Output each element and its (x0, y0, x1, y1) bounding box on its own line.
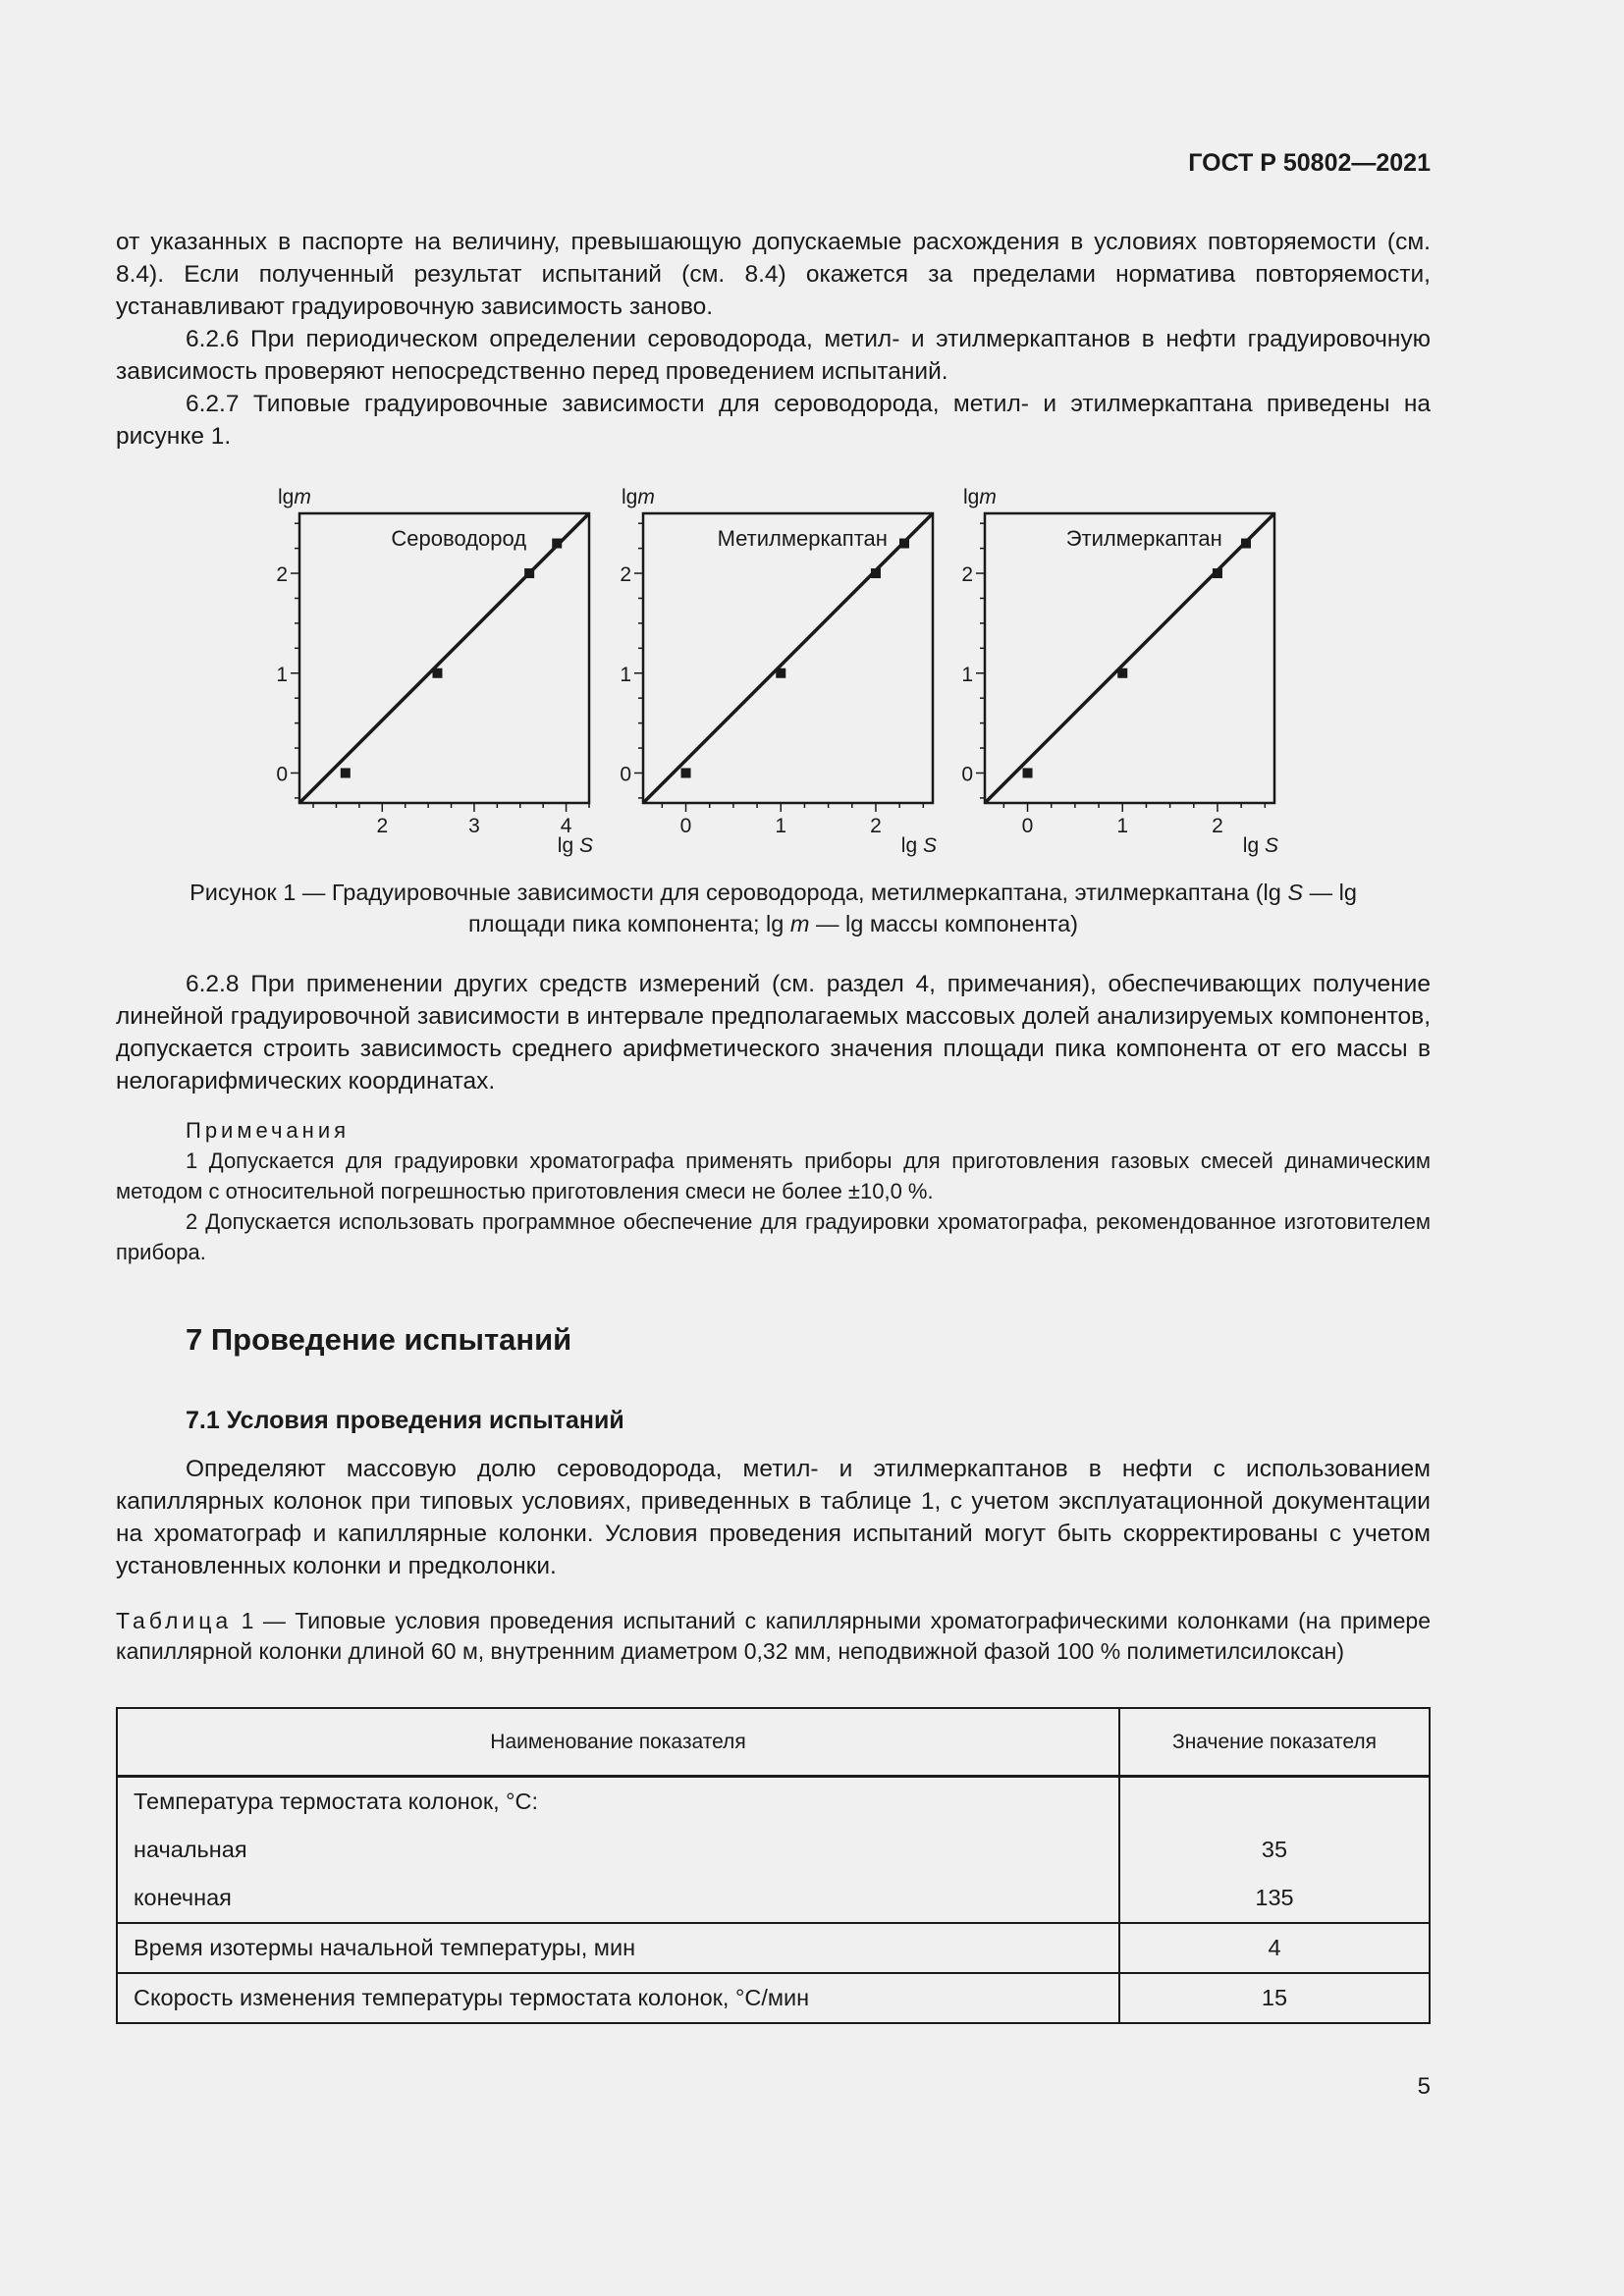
data-point (1023, 768, 1033, 777)
data-point (1213, 568, 1222, 578)
y-axis-var: m (294, 486, 311, 508)
table-cell-name: начальная (117, 1826, 1119, 1874)
document-id: ГОСТ Р 50802—2021 (1188, 149, 1431, 177)
y-tick-label: 2 (620, 563, 631, 587)
y-tick-label: 1 (620, 663, 631, 686)
caption-text-a: Рисунок 1 — Градуировочные зависимости для сероводорода, метилмеркаптана, этилмеркаптана (lg (189, 880, 1288, 905)
page-number: 5 (1417, 2073, 1431, 2100)
paragraph-6-2-8: 6.2.8 При применении других средств измерений (см. раздел 4, примечания), обеспечивающих получение линейной градуировочной зависимости в интервале предполагаемых массовых долей анализируемых компонентов, допускается строить зависимость среднего арифметического значения площади пика компонента от его массы в нелогарифмических координатах. (116, 971, 1431, 1095)
x-tick-label: 1 (1116, 815, 1129, 837)
x-tick-label: 0 (1021, 815, 1034, 837)
table-cell-value: 4 (1119, 1923, 1430, 1973)
chart-3 (961, 486, 1278, 857)
y-tick-label: 1 (276, 663, 288, 686)
table-caption-text: 1 — Типовые условия проведения испытаний с капиллярными хроматографическими колонками (на примере капиллярной колонки длиной 60 м, внутренним диаметром 0,32 мм, неподвижной фазой 100 % полиметилсилоксан) (116, 1608, 1431, 1664)
section-7-heading: 7 Проведение испытаний (186, 1322, 572, 1357)
caption-text-d: — lg массы компонента) (809, 911, 1078, 936)
table-row (117, 1973, 1430, 2023)
y-tick-label: 2 (276, 563, 288, 587)
chart-2 (620, 486, 937, 857)
y-tick-label: 0 (961, 763, 973, 786)
table-row (117, 1874, 1430, 1923)
table-cell-name: конечная (117, 1874, 1119, 1923)
y-axis-var: m (979, 486, 997, 508)
data-point (432, 668, 442, 678)
notes-block (116, 1115, 1431, 1267)
table-cell-name: Скорость изменения температуры термостата колонок, °С/мин (117, 1973, 1119, 2023)
table-cell-value (1119, 1777, 1430, 1827)
paragraph-block-6-2-8 (116, 968, 1431, 1097)
caption-var-m: m (789, 911, 810, 936)
notes-title: Примечания (186, 1118, 351, 1143)
figure-caption (116, 877, 1431, 939)
data-point (341, 768, 351, 777)
calibration-charts (265, 479, 1316, 862)
calibration-line (299, 513, 589, 803)
x-axis-var: S (578, 834, 593, 857)
data-point (871, 568, 881, 578)
table-cell-value: 15 (1119, 1973, 1430, 2023)
x-tick-label: 0 (679, 815, 692, 837)
x-axis-var: S (1264, 834, 1278, 857)
data-point (524, 568, 534, 578)
calibration-line (643, 513, 933, 803)
x-tick-label: 2 (376, 815, 389, 837)
y-tick-label: 0 (276, 763, 288, 786)
table-cell-value: 135 (1119, 1874, 1430, 1923)
x-axis-label: lg S (900, 834, 937, 857)
section-7-1-heading: 7.1 Условия проведения испытаний (186, 1407, 624, 1434)
table-1-caption (116, 1606, 1431, 1667)
table-cell-name: Температура термостата колонок, °С: (117, 1777, 1119, 1827)
data-point (1241, 539, 1251, 549)
data-point (681, 768, 691, 777)
table-header-value: Значение показателя (1119, 1708, 1430, 1777)
data-point (552, 539, 562, 549)
data-point (776, 668, 785, 678)
chart-title: Сероводород (391, 526, 527, 551)
figure-1 (265, 479, 1316, 862)
intro-paragraphs (116, 226, 1431, 453)
y-axis-label: lgm (963, 486, 997, 508)
paragraph-7-1: Определяют массовую долю сероводорода, метил- и этилмеркаптанов в нефти с использованием капиллярных колонок при типовых условиях, приведенных в таблице 1, с учетом эксплуатационной документации на хроматограф и капиллярные колонки. Условия проведения испытаний могут быть скорректированы с учетом установленных колонки и предколонки. (116, 1456, 1431, 1579)
table-cell-value: 35 (1119, 1826, 1430, 1874)
note-2: 2 Допускается использовать программное обеспечение для градуировки хроматографа, рекомендованное изготовителем прибора. (116, 1209, 1431, 1264)
table-header-name: Наименование показателя (117, 1708, 1119, 1777)
x-tick-label: 4 (560, 815, 572, 837)
table-header-row (117, 1708, 1430, 1777)
x-axis-var: S (922, 834, 937, 857)
calibration-line (985, 513, 1274, 803)
paragraph-block-7-1 (116, 1453, 1431, 1582)
chart-title: Метилмеркаптан (717, 526, 888, 551)
y-axis-var: m (637, 486, 655, 508)
y-axis-label: lgm (622, 486, 655, 508)
table-row (117, 1826, 1430, 1874)
table-cell-name: Время изотермы начальной температуры, мин (117, 1923, 1119, 1973)
x-tick-label: 2 (870, 815, 882, 837)
table-row (117, 1777, 1430, 1827)
y-tick-label: 0 (620, 763, 631, 786)
table-caption-label: Таблица (116, 1608, 233, 1633)
data-point (1117, 668, 1127, 678)
y-tick-label: 2 (961, 563, 973, 587)
table-row (117, 1923, 1430, 1973)
chart-title: Этилмеркаптан (1065, 526, 1222, 551)
note-1: 1 Допускается для градуировки хроматографа применять приборы для приготовления газовых смесей динамическим методом с относительной погрешностью приготовления смеси не более ±10,0 %. (116, 1148, 1431, 1203)
x-tick-label: 1 (775, 815, 787, 837)
caption-var-s: S (1287, 880, 1304, 905)
caption-text-c: площади пика компонента; lg (468, 911, 790, 936)
x-axis-label: lg S (1242, 834, 1278, 857)
paragraph-6-2-7: 6.2.7 Типовые градуировочные зависимости для сероводорода, метил- и этилмеркаптана приведены на рисунке 1. (116, 391, 1431, 450)
paragraph-6-2-6: 6.2.6 При периодическом определении сероводорода, метил- и этилмеркаптанов в нефти градуировочную зависимость проверяют непосредственно перед проведением испытаний. (116, 326, 1431, 385)
data-point (899, 539, 909, 549)
paragraph-continuation: от указанных в паспорте на величину, превышающую допускаемые расхождения в условиях повторяемости (см. 8.4). Если полученный результат испытаний (см. 8.4) окажется за пределами норматива повторяемости, устанавливают градуировочную зависимость заново. (116, 229, 1431, 320)
x-tick-label: 3 (468, 815, 480, 837)
caption-text-b: — lg (1303, 880, 1357, 905)
chart-1 (276, 486, 593, 857)
x-axis-label: lg S (557, 834, 593, 857)
y-axis-label: lgm (278, 486, 311, 508)
y-tick-label: 1 (961, 663, 973, 686)
x-tick-label: 2 (1212, 815, 1223, 837)
table-1 (116, 1707, 1431, 2024)
